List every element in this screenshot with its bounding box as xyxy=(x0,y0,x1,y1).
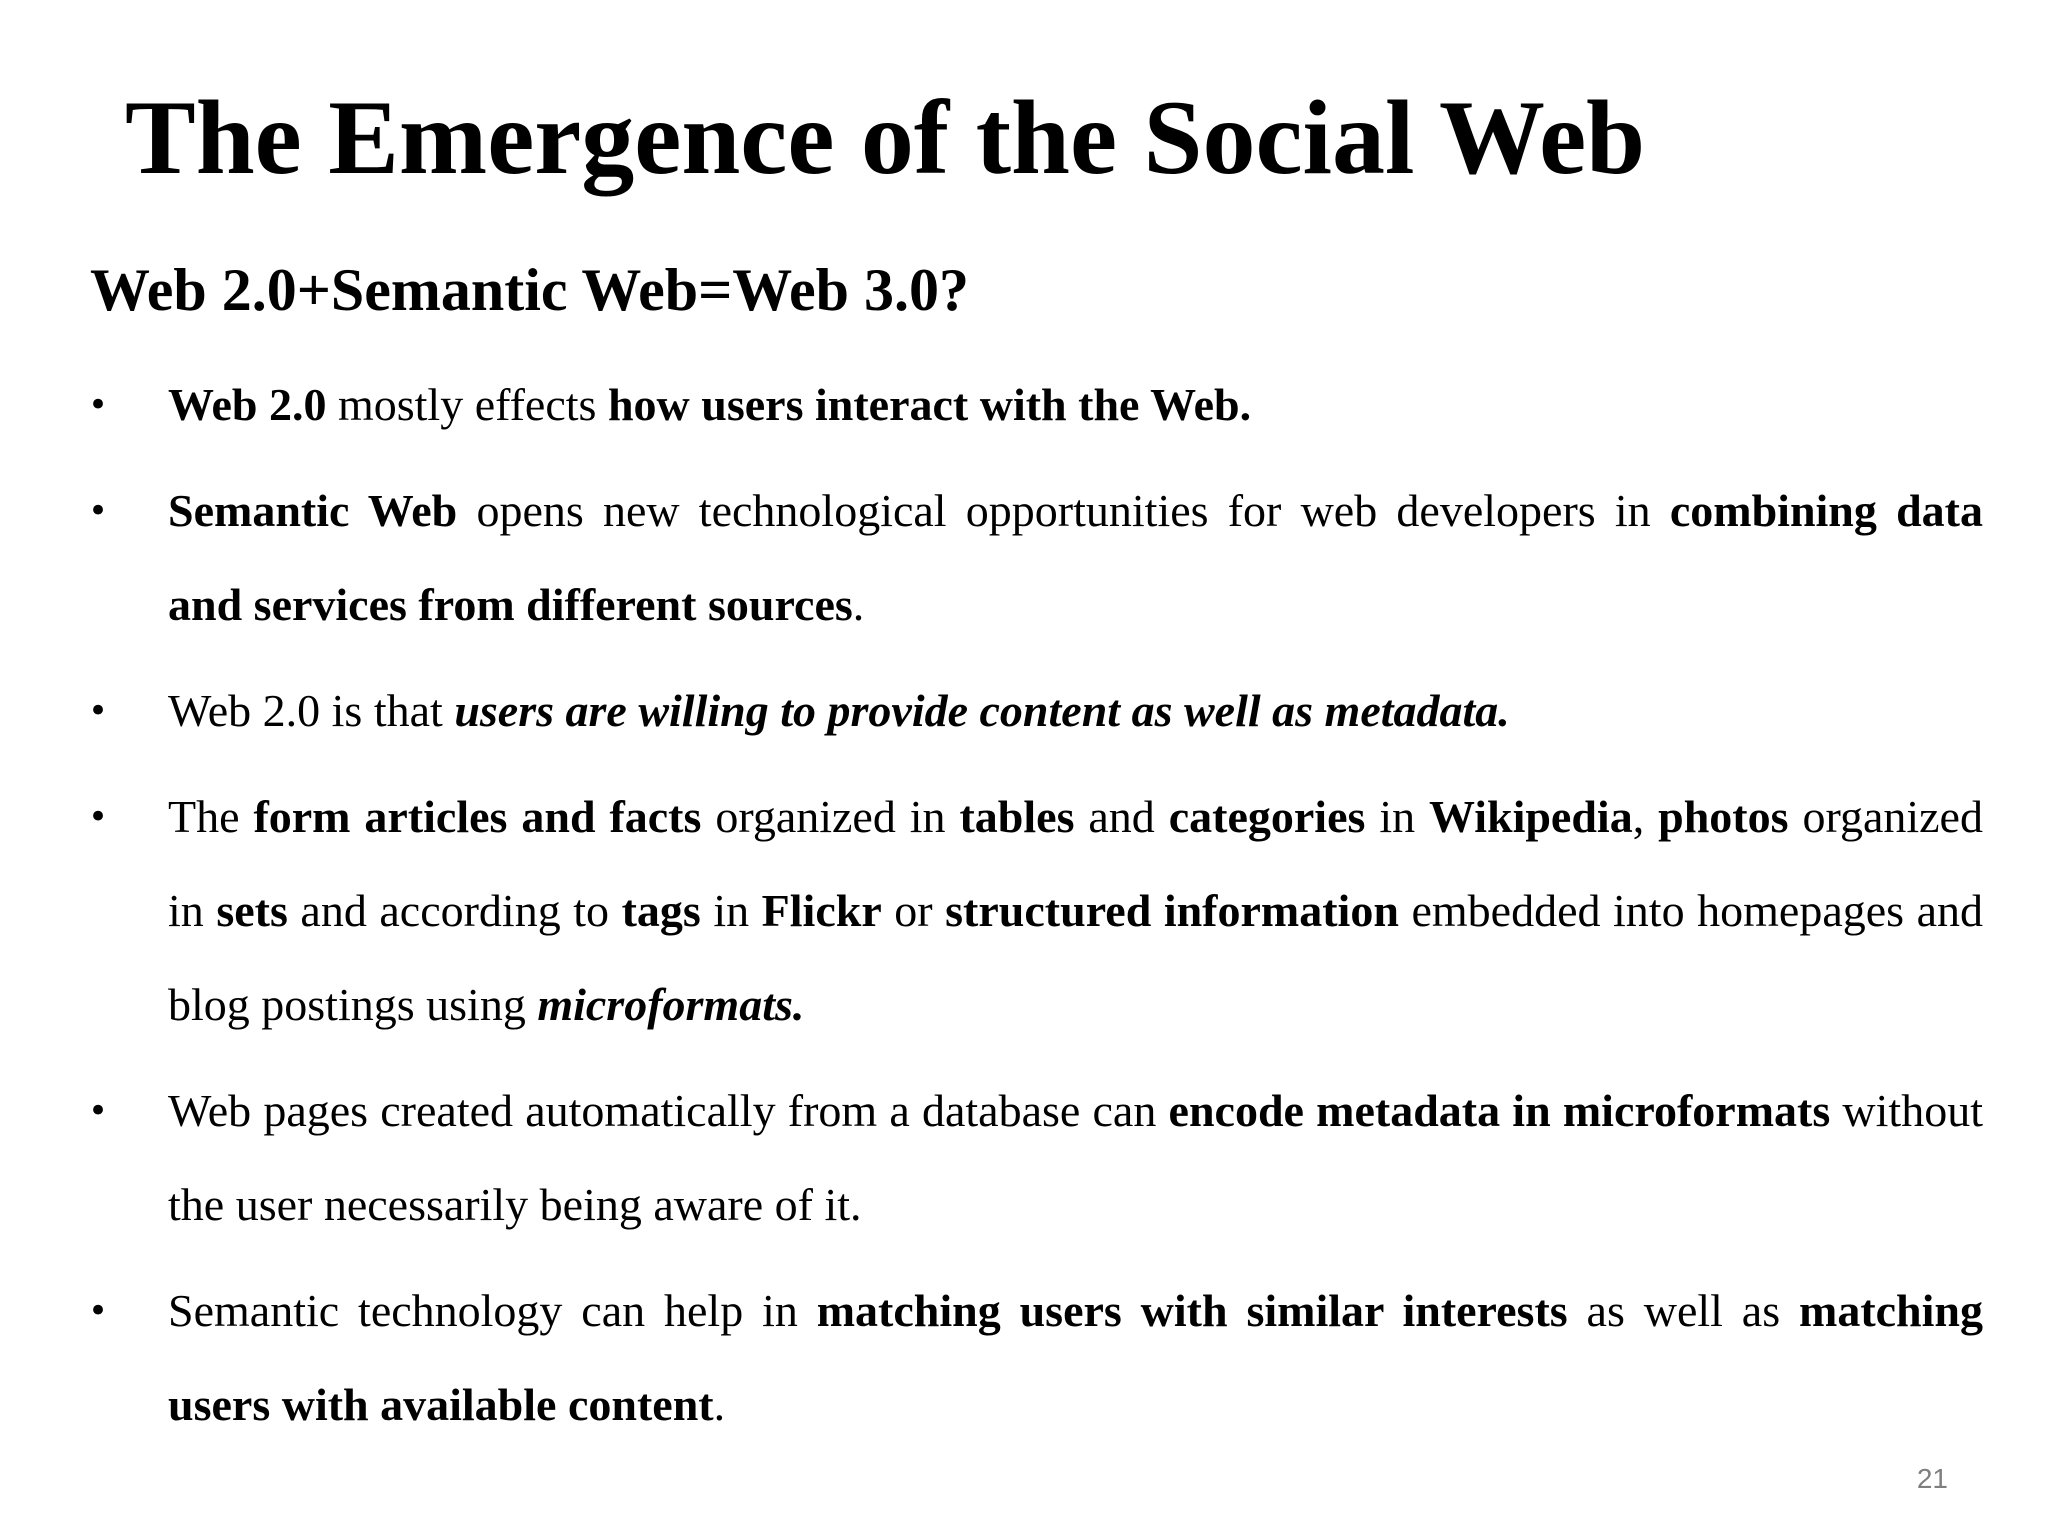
bullet-text-run: Web 2.0 is that xyxy=(168,685,455,736)
bullet-text-run: and xyxy=(1074,791,1169,842)
bullet-text-run: categories xyxy=(1168,791,1366,842)
bullet-list xyxy=(0,358,2048,1464)
bullet-item xyxy=(0,1264,1983,1452)
bullet-item xyxy=(0,358,1983,452)
bullet-text-run: and according to xyxy=(287,885,622,936)
slide-title: The Emergence of the Social Web xyxy=(125,79,1646,196)
bullet-text-run: structured information xyxy=(945,885,1399,936)
bullet-text-run: opens new technological opportunities for web developers in xyxy=(457,485,1670,536)
bullet-item xyxy=(0,464,1983,652)
bullet-text-run: Semantic technology can help in xyxy=(168,1285,817,1336)
bullet-text-run: matching users with similar interests xyxy=(816,1285,1568,1336)
bullet-text-run: tables xyxy=(959,791,1075,842)
bullet-item xyxy=(0,770,1983,1052)
bullet-text-run: Web 2.0 xyxy=(168,379,327,430)
bullet-text-run: Wikipedia xyxy=(1429,791,1633,842)
bullet-text-run: in xyxy=(700,885,762,936)
bullet-text-run: Semantic Web xyxy=(168,485,458,536)
bullet-text-run: microformats. xyxy=(537,979,805,1030)
bullet-text-run: encode metadata in microformats xyxy=(1168,1085,1831,1136)
bullet-text-run: users are willing to provide content as well as metadata. xyxy=(454,685,1510,736)
bullet-text-run: , xyxy=(1632,791,1659,842)
bullet-text-run: form articles and facts xyxy=(253,791,702,842)
bullet-text-run: without the user necessarily being aware of it. xyxy=(168,1085,1983,1230)
bullet-text-run: tags xyxy=(621,885,701,936)
bullet-text-run: . xyxy=(852,579,865,630)
bullet-text-run: Web pages created automatically from a database can xyxy=(168,1085,1169,1136)
bullet-text-run: embedded into homepages and blog postings using xyxy=(168,885,1984,1030)
bullet-text-run: photos xyxy=(1658,791,1789,842)
bullet-item xyxy=(0,1064,1983,1252)
bullet-text-run: The xyxy=(168,791,254,842)
bullet-text-run: Flickr xyxy=(761,885,882,936)
bullet-text-run: as well as xyxy=(1567,1285,1799,1336)
page-number: 21 xyxy=(1916,1463,1948,1494)
bullet-text-run: matching users with available content xyxy=(168,1285,1983,1430)
bullet-text-run: organized in xyxy=(168,791,1983,936)
bullet-text-run: sets xyxy=(216,885,288,936)
bullet-item xyxy=(0,664,1983,758)
bullet-text-run: . xyxy=(713,1379,726,1430)
bullet-text-run: mostly effects xyxy=(326,379,608,430)
bullet-text-run: how users interact with the Web. xyxy=(607,379,1252,430)
bullet-text-run: or xyxy=(881,885,946,936)
bullet-text-run: organized in xyxy=(701,791,960,842)
bullet-text-run: in xyxy=(1365,791,1430,842)
slide-subtitle: Web 2.0+Semantic Web=Web 3.0? xyxy=(90,257,969,323)
bullet-text-run: combining data and services from different sources xyxy=(168,485,1983,630)
